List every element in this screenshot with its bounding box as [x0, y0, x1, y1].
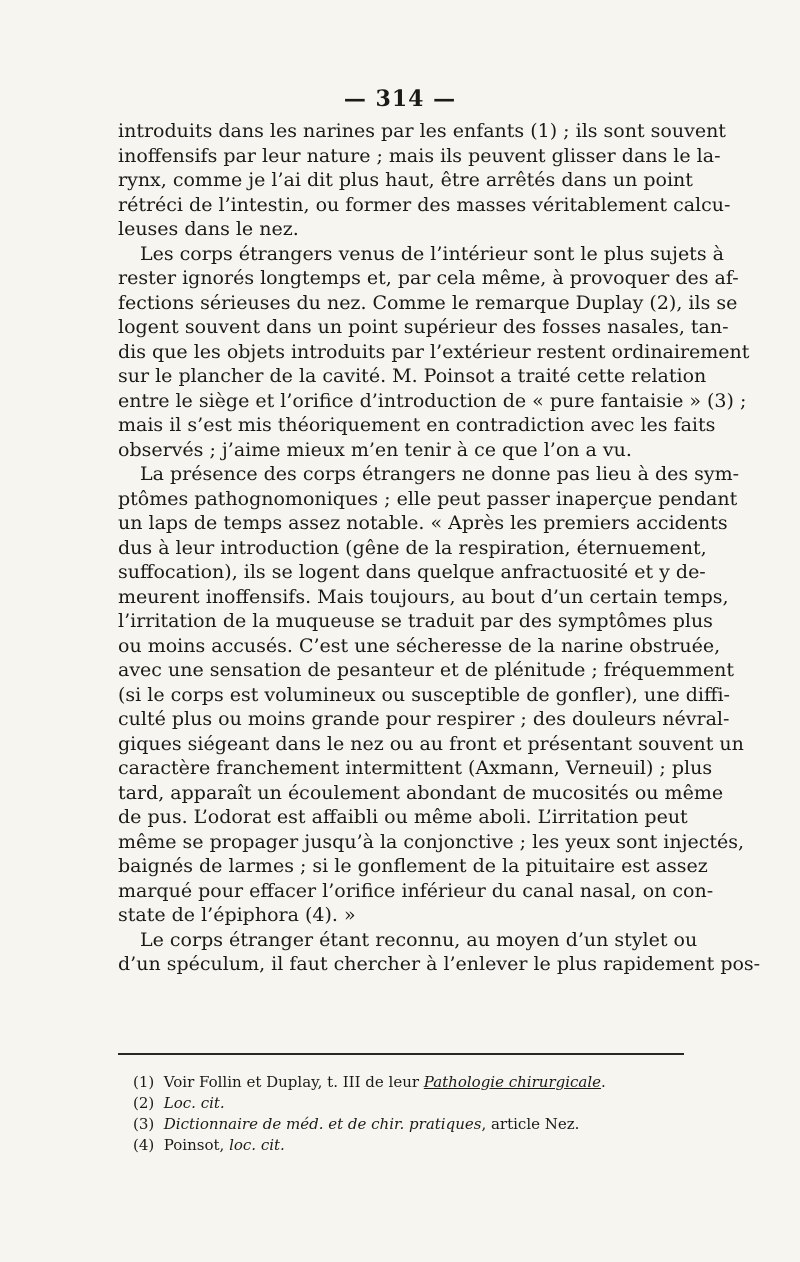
- text-line: leuses dans le nez.: [118, 218, 299, 240]
- footnote-number: (4): [133, 1136, 155, 1154]
- text-line: Les corps étrangers venus de l’intérieur sont le plus sujets à: [140, 242, 724, 265]
- text-line: rétréci de l’intestin, ou former des masses véritablement calcu-: [118, 193, 731, 216]
- text-line: de pus. L’odorat est affaibli ou même aboli. L’irritation peut: [118, 806, 688, 828]
- text-line: observés ; j’aime mieux m’en tenir à ce que l’on a vu.: [118, 438, 632, 461]
- text-line: même se propager jusqu’à la conjonctive ; les yeux sont injectés,: [118, 830, 745, 853]
- text-line: un laps de temps assez notable. « Après les premiers accidents: [118, 512, 728, 534]
- footnote: [133, 1135, 653, 1156]
- page-number: — 314 —: [343, 86, 457, 112]
- footnote-text: Poinsot,: [163, 1136, 230, 1154]
- text-line: suffocation), ils se logent dans quelque anfractuosité et y de-: [118, 561, 706, 583]
- footnote-text: , article Nez.: [481, 1115, 580, 1133]
- footnote-divider: [118, 1053, 684, 1055]
- footnote-title: Loc. cit.: [163, 1094, 225, 1112]
- footnote-text: .: [601, 1073, 606, 1091]
- text-line: dis que les objets introduits par l’extérieur restent ordinairement: [118, 340, 750, 363]
- text-line: d’un spéculum, il faut chercher à l’enlever le plus rapidement pos-: [118, 953, 761, 975]
- text-line: culté plus ou moins grande pour respirer ; des douleurs névral-: [118, 708, 730, 730]
- text-line: dus à leur introduction (gêne de la respiration, éternuement,: [118, 536, 707, 559]
- footnote: [133, 1072, 653, 1093]
- text-line: baignés de larmes ; si le gonflement de la pituitaire est assez: [118, 855, 708, 877]
- text-line: ptômes pathognomoniques ; elle peut passer inaperçue pendant: [118, 487, 738, 510]
- text-line: giques siégeant dans le nez ou au front et présentant souvent un: [118, 732, 744, 755]
- text-line: introduits dans les narines par les enfants (1) ; ils sont souvent: [118, 120, 726, 142]
- text-line: tard, apparaît un écoulement abondant de mucosités ou même: [118, 781, 724, 804]
- text-line: caractère franchement intermittent (Axmann, Verneuil) ; plus: [118, 757, 713, 779]
- text-line: entre le siège et l’orifice d’introduction de « pure fantaisie » (3) ;: [118, 389, 747, 412]
- text-line: rester ignorés longtemps et, par cela même, à provoquer des af-: [118, 267, 739, 289]
- text-line: La présence des corps étrangers ne donne pas lieu à des sym-: [140, 463, 740, 485]
- footnote-title: loc. cit.: [229, 1136, 285, 1154]
- footnote-text: Voir Follin et Duplay, t. III de leur: [163, 1073, 424, 1091]
- text-line: l’irritation de la muqueuse se traduit par des symptômes plus: [118, 610, 713, 632]
- text-line: ou moins accusés. C’est une sécheresse de la narine obstruée,: [118, 634, 721, 657]
- text-line: inoffensifs par leur nature ; mais ils peuvent glisser dans le la-: [118, 144, 721, 167]
- text-line: state de l’épiphora (4). »: [118, 904, 356, 926]
- footnote: [133, 1093, 653, 1114]
- text-line: fections sérieuses du nez. Comme le remarque Duplay (2), ils se: [118, 291, 738, 314]
- footnote-number: (3): [133, 1115, 155, 1133]
- footnote: [133, 1114, 653, 1135]
- footnote-title: Pathologie chirurgicale: [423, 1073, 602, 1091]
- text-line: marqué pour effacer l’orifice inférieur du canal nasal, on con-: [118, 879, 714, 902]
- main-text: [118, 119, 761, 977]
- footnote-number: (2): [133, 1094, 155, 1112]
- text-line: avec une sensation de pesanteur et de plénitude ; fréquemment: [118, 659, 734, 681]
- footnote-number: (1): [133, 1073, 155, 1091]
- text-line: rynx, comme je l’ai dit plus haut, être arrêtés dans un point: [118, 169, 693, 191]
- footnote-title: Dictionnaire de méd. et de chir. pratiques: [163, 1115, 482, 1133]
- text-line: mais il s’est mis théoriquement en contradiction avec les faits: [118, 414, 716, 436]
- text-line: (si le corps est volumineux ou susceptible de gonfler), une diffi-: [118, 683, 730, 706]
- text-line: logent souvent dans un point supérieur des fosses nasales, tan-: [118, 316, 729, 338]
- text-line: sur le plancher de la cavité. M. Poinsot a traité cette relation: [118, 365, 707, 387]
- text-line: Le corps étranger étant reconnu, au moyen d’un stylet ou: [140, 928, 698, 951]
- footnotes: [133, 1072, 653, 1156]
- text-line: meurent inoffensifs. Mais toujours, au bout d’un certain temps,: [118, 585, 729, 608]
